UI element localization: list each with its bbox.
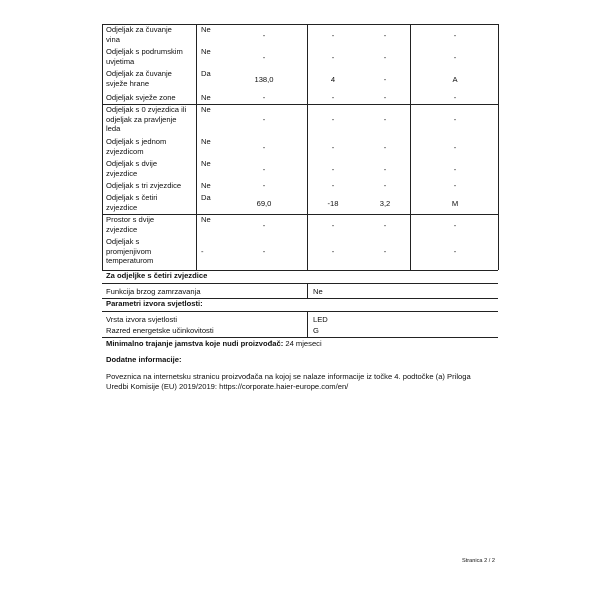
cell-type: A xyxy=(452,75,458,84)
cell-temp: - xyxy=(331,181,335,190)
compartment-name xyxy=(106,25,172,44)
cell-type: - xyxy=(453,181,457,190)
cell-volume: - xyxy=(262,53,266,62)
cell-type: - xyxy=(453,143,457,152)
compartment-name-line: Odjeljak s jednom xyxy=(106,137,167,146)
cell-power: - xyxy=(383,165,387,174)
cell-temp: - xyxy=(331,53,335,62)
light-class-value: G xyxy=(313,326,319,335)
four-star-heading: Za odjeljke s četiri zvjezdice xyxy=(106,271,208,280)
compartment-name-line: zvjezdice xyxy=(106,168,138,178)
cell-present: Da xyxy=(201,69,211,78)
cell-type: - xyxy=(453,53,457,62)
compartment-name-line: Odjeljak svježe zone xyxy=(106,93,176,102)
cell-type: - xyxy=(453,31,457,40)
compartment-name xyxy=(106,69,172,88)
cell-volume: - xyxy=(262,181,266,190)
cell-present: Ne xyxy=(201,215,211,224)
cell-volume: 69,0 xyxy=(256,199,272,208)
compartment-name-line: temperaturom xyxy=(106,256,154,266)
compartment-name xyxy=(106,193,157,212)
cell-temp: - xyxy=(331,221,335,230)
cell-temp: - xyxy=(331,165,335,174)
cell-present: Ne xyxy=(201,137,211,146)
cell-power: - xyxy=(383,143,387,152)
compartment-name xyxy=(106,215,154,234)
compartment-name-line: Odjeljak s xyxy=(106,237,140,246)
cell-volume: - xyxy=(262,93,266,102)
compartment-name-line: Odjeljak s podrumskim xyxy=(106,47,183,56)
cell-power: - xyxy=(383,221,387,230)
compartment-name-line: promjenjivom xyxy=(106,246,152,256)
warranty-label: Minimalno trajanje jamstva koje nudi proizvođač: xyxy=(106,339,284,348)
compartment-name xyxy=(106,181,181,191)
compartment-name-line: Odjeljak za čuvanje xyxy=(106,25,172,34)
cell-present: Ne xyxy=(201,47,211,56)
cell-volume: - xyxy=(262,221,266,230)
light-heading: Parametri izvora svjetlosti: xyxy=(106,299,203,308)
additional-text-line-2: Uredbi Komisije (EU) 2019/2019: https://corporate.haier-europe.com/en/ xyxy=(106,382,349,391)
compartment-name-line: Prostor s dvije xyxy=(106,215,155,224)
cell-temp: -18 xyxy=(327,199,339,208)
cell-temp: - xyxy=(331,115,335,124)
cell-type: - xyxy=(453,165,457,174)
cell-temp: - xyxy=(331,143,335,152)
compartment-name xyxy=(106,137,166,156)
warranty-line xyxy=(106,339,322,349)
cell-temp: - xyxy=(331,93,335,102)
cell-volume: - xyxy=(262,31,266,40)
compartment-name-line: zvjezdice xyxy=(106,202,138,212)
cell-power: - xyxy=(383,75,387,84)
compartment-name xyxy=(106,237,153,266)
cell-power: 3,2 xyxy=(379,199,391,208)
cell-present: Ne xyxy=(201,105,211,114)
cell-type: - xyxy=(453,115,457,124)
cell-temp: - xyxy=(331,247,335,256)
cell-present: Ne xyxy=(201,181,211,190)
cell-power: - xyxy=(383,115,387,124)
compartment-name xyxy=(106,47,183,66)
compartment-name-line: leda xyxy=(106,124,121,134)
fast-freeze-label: Funkcija brzog zamrzavanja xyxy=(106,287,201,296)
compartment-name-line: Odjeljak za čuvanje xyxy=(106,69,172,78)
cell-power: - xyxy=(383,247,387,256)
fast-freeze-value: Ne xyxy=(313,287,323,296)
cell-volume: - xyxy=(262,143,266,152)
page-number: Stranica 2 / 2 xyxy=(462,558,495,564)
compartment-name xyxy=(106,105,186,134)
compartment-name-line: vina xyxy=(106,34,120,44)
cell-power: - xyxy=(383,31,387,40)
compartment-name-line: zvjezdice xyxy=(106,224,138,234)
cell-power: - xyxy=(383,181,387,190)
warranty-value: 24 mjeseci xyxy=(285,339,322,348)
compartment-name-line: Odjeljak s 0 zvjezdica ili xyxy=(106,105,187,114)
cell-present: - xyxy=(201,247,204,256)
cell-volume: - xyxy=(262,165,266,174)
compartment-name-line: Odjeljak s dvije xyxy=(106,159,158,168)
compartment-name xyxy=(106,159,157,178)
light-class-label: Razred energetske učinkovitosti xyxy=(106,326,214,335)
additional-heading: Dodatne informacije: xyxy=(106,355,182,364)
cell-volume: - xyxy=(262,247,266,256)
compartment-name-line: zvjezdicom xyxy=(106,146,144,156)
cell-type: - xyxy=(453,247,457,256)
cell-power: - xyxy=(383,93,387,102)
additional-text-line-1: Poveznica na internetsku stranicu proizvođača na kojoj se nalaze informacije iz točke 4. podtočke (a) Priloga xyxy=(106,372,471,381)
cell-power: - xyxy=(383,53,387,62)
compartment-name-line: Odjeljak s četiri xyxy=(106,193,158,202)
light-type-label: Vrsta izvora svjetlosti xyxy=(106,315,178,324)
cell-type: M xyxy=(451,199,459,208)
cell-present: Ne xyxy=(201,93,211,102)
light-type-value: LED xyxy=(313,315,328,324)
cell-temp: 4 xyxy=(330,75,336,84)
compartment-name-line: svježe hrane xyxy=(106,78,150,88)
cell-volume: 138,0 xyxy=(254,75,274,84)
compartment-name-line: odjeljak za pravljenje xyxy=(106,114,177,124)
compartment-name-line: uvjetima xyxy=(106,56,135,66)
cell-present: Ne xyxy=(201,25,211,34)
cell-type: - xyxy=(453,221,457,230)
cell-temp: - xyxy=(331,31,335,40)
cell-type: - xyxy=(453,93,457,102)
cell-volume: - xyxy=(262,115,266,124)
compartment-name xyxy=(106,93,176,103)
compartment-name-line: Odjeljak s tri zvjezdice xyxy=(106,181,182,190)
cell-present: Ne xyxy=(201,159,211,168)
cell-present: Da xyxy=(201,193,211,202)
